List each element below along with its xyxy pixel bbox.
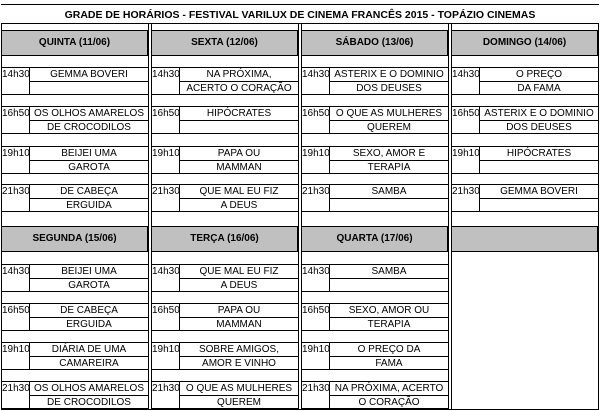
film-title-line1: DIÁRIA DE UMA	[51, 344, 127, 355]
session-cell	[301, 184, 448, 212]
session-cell	[151, 264, 298, 292]
film-title	[330, 147, 448, 173]
session-cell	[1, 67, 148, 95]
film-title-line1: SOBRE AMIGOS,	[198, 344, 280, 355]
film-title	[330, 185, 448, 211]
session-time: 21h30	[451, 185, 480, 211]
session-cell	[301, 67, 448, 95]
session-cell	[301, 342, 448, 370]
film-title-line2: QUEREM	[330, 120, 448, 134]
film-title-line1: BEIJEI UMA	[61, 266, 117, 277]
film-title-line1: NA PRÓXIMA,	[206, 69, 272, 80]
film-title	[180, 343, 298, 369]
day-header: QUARTA (17/06)	[301, 226, 448, 252]
film-title-line1: OS OLHOS AMARELOS	[33, 108, 145, 119]
page-title: GRADE DE HORÁRIOS - FESTIVAL VARILUX DE CINEMA FRANCÊS 2015 - TOPÁZIO CINEMAS	[1, 4, 599, 24]
column-border	[448, 24, 449, 410]
day-header: DOMINGO (14/06)	[451, 30, 598, 56]
film-title-line1: GEMMA BOVERI	[50, 69, 128, 80]
film-title	[180, 147, 298, 173]
empty-day-header	[451, 226, 598, 252]
film-title	[480, 185, 598, 211]
film-title	[480, 107, 598, 133]
film-title-line2: ACERTO O CORAÇÃO	[180, 81, 298, 95]
session-time: 16h50	[301, 107, 330, 133]
session-time: 21h30	[301, 185, 330, 211]
film-title-line2: AMOR E VINHO	[180, 356, 298, 370]
film-title	[180, 382, 298, 408]
film-title-line1: PAPA OU	[217, 305, 261, 316]
session-time: 16h50	[1, 304, 30, 330]
film-title-line1: SAMBA	[371, 186, 407, 197]
day-header: TERÇA (16/06)	[151, 226, 298, 252]
film-title-line2	[330, 278, 448, 279]
film-title-line1: ASTERIX E O DOMINIO	[334, 69, 444, 80]
session-time: 21h30	[151, 185, 180, 211]
session-time: 19h10	[151, 343, 180, 369]
session-cell	[151, 184, 298, 212]
film-title-line1: QUE MAL EU FIZ	[199, 186, 279, 197]
session-cell	[451, 146, 598, 174]
film-title-line2	[480, 160, 598, 161]
film-title-line1: NA PRÓXIMA, ACERTO	[334, 383, 444, 394]
session-cell	[451, 67, 598, 95]
session-time: 19h10	[1, 343, 30, 369]
session-time: 14h30	[151, 265, 180, 291]
film-title-line1: SAMBA	[371, 266, 407, 277]
film-title-line2: DE CROCODILOS	[30, 395, 148, 409]
film-title	[30, 304, 148, 330]
session-time: 19h10	[301, 343, 330, 369]
film-title-line2: TERAPIA	[330, 160, 448, 174]
film-title-line2: FAMA	[330, 356, 448, 370]
film-title	[330, 107, 448, 133]
session-cell	[301, 264, 448, 292]
column-border	[148, 24, 149, 410]
film-title-line2	[30, 81, 148, 82]
film-title	[30, 107, 148, 133]
session-time: 16h50	[301, 304, 330, 330]
film-title	[330, 343, 448, 369]
column-border	[298, 24, 299, 410]
film-title-line1: DE CABEÇA	[60, 305, 118, 316]
film-title-line1: BEIJEI UMA	[61, 148, 117, 159]
day-header: QUINTA (11/06)	[1, 30, 148, 56]
film-title	[330, 382, 448, 408]
film-title-line1: OS OLHOS AMARELOS	[33, 383, 145, 394]
session-time: 21h30	[1, 382, 30, 408]
film-title-line2: GAROTA	[30, 160, 148, 174]
film-title	[30, 147, 148, 173]
session-time: 19h10	[451, 147, 480, 173]
bottom-border	[1, 409, 599, 410]
session-cell	[1, 303, 148, 331]
film-title-line2: CAMAREIRA	[30, 356, 148, 370]
film-title-line1: O QUE AS MULHERES	[335, 108, 443, 119]
film-title-line2: ERGUIDA	[30, 198, 148, 212]
column-border	[1, 24, 2, 410]
session-cell	[151, 342, 298, 370]
film-title-line2: MAMMAN	[180, 160, 298, 174]
film-title	[30, 343, 148, 369]
film-title-line1: O PREÇO DA	[357, 344, 421, 355]
day-header: SEGUNDA (15/06)	[1, 226, 148, 252]
session-time: 16h50	[151, 107, 180, 133]
film-title-line1: ASTERIX E O DOMINIO	[484, 108, 594, 119]
film-title	[180, 68, 298, 94]
film-title	[30, 265, 148, 291]
session-time: 16h50	[151, 304, 180, 330]
session-cell	[301, 106, 448, 134]
film-title-line2: MAMMAN	[180, 317, 298, 331]
film-title-line1: QUE MAL EU FIZ	[199, 266, 279, 277]
film-title-line1: GEMMA BOVERI	[500, 186, 578, 197]
film-title-line2: O CORAÇÃO	[330, 395, 448, 409]
session-time: 14h30	[301, 68, 330, 94]
column-border	[301, 24, 302, 410]
film-title-line1: O QUE AS MULHERES	[185, 383, 293, 394]
session-cell	[1, 184, 148, 212]
film-title	[30, 68, 148, 94]
day-header: SEXTA (12/06)	[151, 30, 298, 56]
film-title-line2: QUEREM	[180, 395, 298, 409]
session-cell	[301, 381, 448, 409]
film-title	[180, 107, 298, 133]
film-title	[480, 147, 598, 173]
film-title-line1: SEXO, AMOR E	[352, 148, 426, 159]
film-title-line1: SEXO, AMOR OU	[348, 305, 430, 316]
column-border	[151, 24, 152, 410]
session-cell	[451, 106, 598, 134]
day-header: SÁBADO (13/06)	[301, 30, 448, 56]
film-title-line2: DOS DEUSES	[330, 81, 448, 95]
film-title-line2	[180, 120, 298, 121]
column-border	[598, 24, 599, 410]
film-title-line2: A DEUS	[180, 198, 298, 212]
session-cell	[1, 381, 148, 409]
session-time: 14h30	[451, 68, 480, 94]
film-title	[330, 304, 448, 330]
session-time: 16h50	[1, 107, 30, 133]
session-cell	[151, 381, 298, 409]
session-time: 19h10	[151, 147, 180, 173]
session-time: 16h50	[451, 107, 480, 133]
film-title-line2	[480, 198, 598, 199]
film-title-line2: TERAPIA	[330, 317, 448, 331]
session-time: 14h30	[1, 265, 30, 291]
session-time: 21h30	[151, 382, 180, 408]
film-title	[30, 185, 148, 211]
session-cell	[151, 303, 298, 331]
session-cell	[451, 184, 598, 212]
film-title	[180, 265, 298, 291]
film-title	[180, 185, 298, 211]
session-time: 19h10	[1, 147, 30, 173]
film-title-line2: GAROTA	[30, 278, 148, 292]
film-title-line2: DE CROCODILOS	[30, 120, 148, 134]
film-title	[330, 68, 448, 94]
film-title-line2: DOS DEUSES	[480, 120, 598, 134]
session-time: 21h30	[1, 185, 30, 211]
session-cell	[151, 67, 298, 95]
session-cell	[301, 146, 448, 174]
film-title-line2: A DEUS	[180, 278, 298, 292]
session-time: 14h30	[1, 68, 30, 94]
film-title-line1: O PREÇO	[515, 69, 563, 80]
session-cell	[151, 106, 298, 134]
session-time: 19h10	[301, 147, 330, 173]
session-cell	[1, 342, 148, 370]
column-border	[451, 24, 452, 410]
film-title-line1: DE CABEÇA	[60, 186, 118, 197]
session-time: 14h30	[151, 68, 180, 94]
film-title	[30, 382, 148, 408]
session-cell	[1, 146, 148, 174]
film-title-line1: PAPA OU	[217, 148, 261, 159]
session-cell	[1, 264, 148, 292]
film-title	[330, 265, 448, 291]
session-time: 14h30	[301, 265, 330, 291]
session-cell	[301, 303, 448, 331]
film-title-line1: HIPÓCRATES	[506, 148, 572, 159]
session-cell	[151, 146, 298, 174]
session-time: 21h30	[301, 382, 330, 408]
film-title-line2	[330, 198, 448, 199]
film-title	[480, 68, 598, 94]
film-title-line1: HIPÓCRATES	[206, 108, 272, 119]
film-title	[180, 304, 298, 330]
film-title-line2: DA FAMA	[480, 81, 598, 95]
session-cell	[1, 106, 148, 134]
film-title-line2: ERGUIDA	[30, 317, 148, 331]
